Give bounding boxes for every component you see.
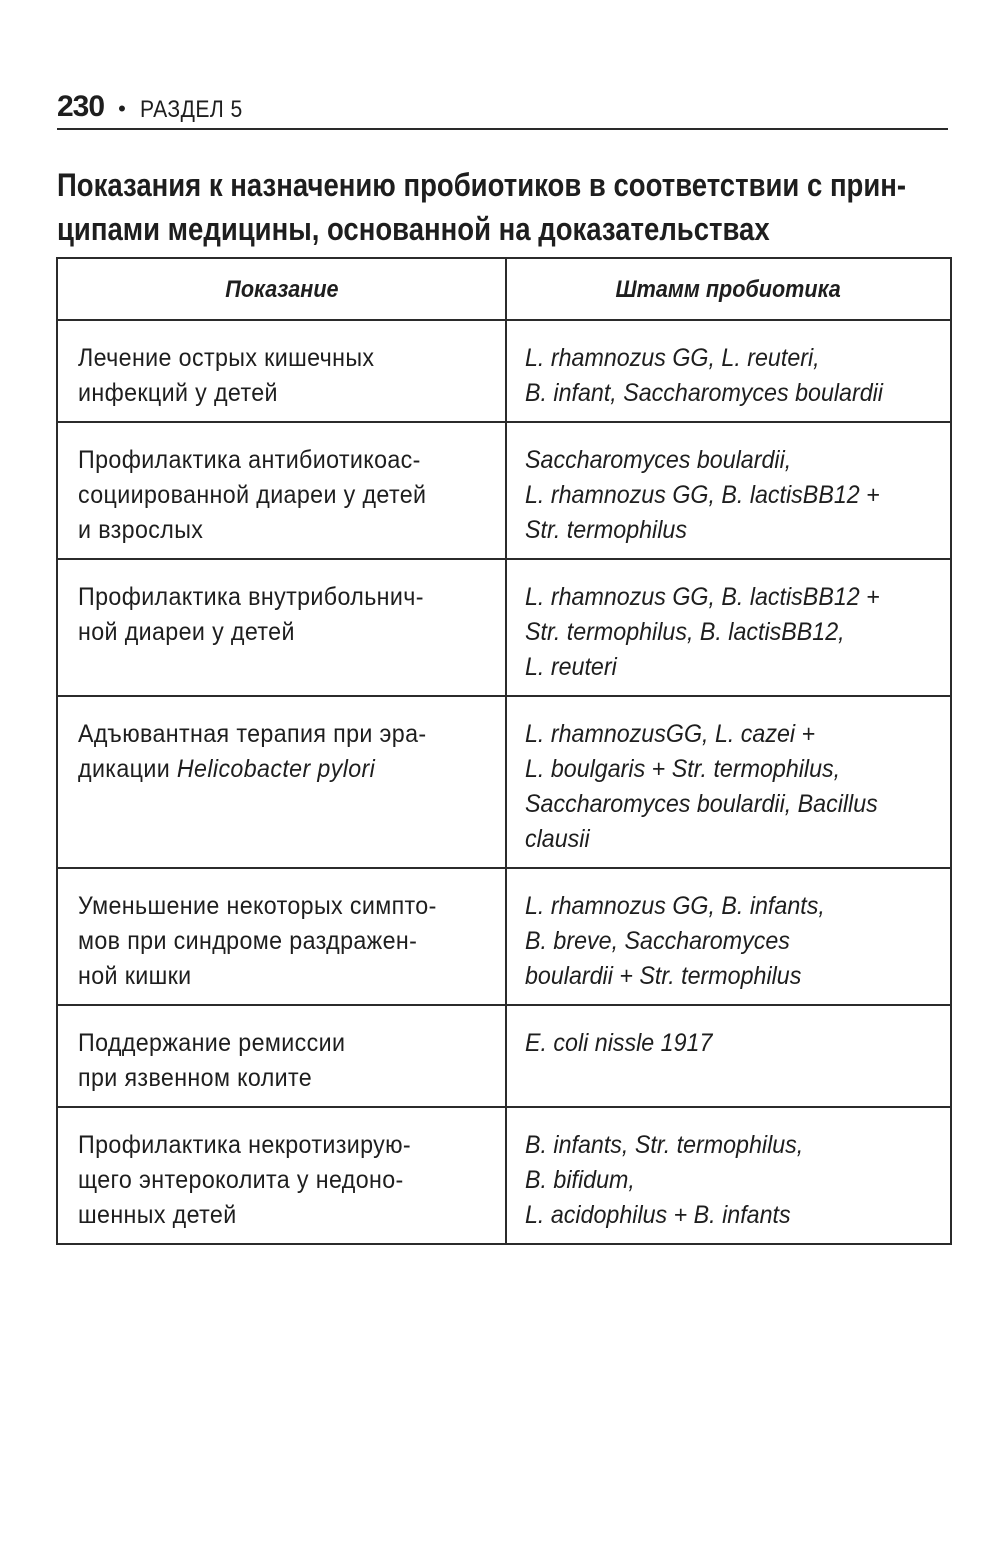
indication-line: Лечение острых кишечных [78, 344, 375, 372]
strain-cell [506, 559, 951, 696]
table-header-row [57, 258, 951, 320]
strain-line: E. coli nissle 1917 [525, 1029, 713, 1057]
column-header-indication: Показание [57, 258, 506, 320]
indication-line: инфекций у детей [78, 379, 278, 407]
table-row [57, 1107, 951, 1244]
indication-line: при язвенном колите [78, 1064, 313, 1092]
strain-line: Saccharomyces boulardii, [525, 446, 792, 474]
strain-line: B. bifidum, [525, 1166, 635, 1194]
table-row [57, 868, 951, 1005]
indication-line: Поддержание ремиссии [78, 1029, 346, 1057]
strain-line: boulardii + Str. termophilus [525, 962, 802, 990]
probiotics-table [56, 257, 952, 1245]
indication-line: Профилактика антибиотикоас- [78, 446, 421, 474]
strain-line: L. boulgaris + Str. termophilus, [525, 755, 841, 783]
strain-line: clausii [525, 825, 590, 853]
column-header-strain: Штамм пробиотика [506, 258, 951, 320]
strain-line: Saccharomyces boulardii, Bacillus [525, 790, 878, 818]
strain-cell [506, 320, 951, 422]
strain-line: L. rhamnozus GG, L. reuteri, [525, 344, 820, 372]
strain-cell [506, 696, 951, 868]
indication-cell [57, 320, 506, 422]
indication-cell [57, 1005, 506, 1107]
table-row [57, 559, 951, 696]
strain-line: L. reuteri [525, 653, 617, 681]
table-title-line: Показания к назначению пробиотиков в соответствии с прин- [57, 167, 907, 203]
strain-line: B. infant, Saccharomyces boulardii [525, 379, 883, 407]
table-row [57, 696, 951, 868]
strain-cell [506, 1107, 951, 1244]
strain-line: Str. termophilus, B. lactisBB12, [525, 618, 845, 646]
strain-cell [506, 422, 951, 559]
strain-line: B. infants, Str. termophilus, [525, 1131, 804, 1159]
table-title [57, 163, 907, 251]
indication-cell [57, 696, 506, 868]
table-row [57, 320, 951, 422]
strain-cell [506, 868, 951, 1005]
indication-line: мов при синдроме раздражен- [78, 927, 418, 955]
table-title-line: ципами медицины, основанной на доказательствах [57, 211, 770, 247]
indication-cell [57, 422, 506, 559]
strain-line: L. acidophilus + B. infants [525, 1201, 791, 1229]
running-header [57, 86, 948, 130]
strain-line: L. rhamnozus GG, B. lactisBB12 + [525, 481, 880, 509]
strain-line: L. rhamnozus GG, B. infants, [525, 892, 825, 920]
indication-cell [57, 868, 506, 1005]
indication-italic-text: Helicobacter pylori [176, 755, 376, 783]
strain-line: Str. termophilus [525, 516, 687, 544]
indication-text: дикации [78, 755, 177, 783]
strain-line: B. breve, Saccharomyces [525, 927, 790, 955]
indication-line: ной кишки [78, 962, 192, 990]
table-row [57, 422, 951, 559]
strain-cell [506, 1005, 951, 1107]
strain-line: L. rhamnozusGG, L. cazei + [525, 720, 816, 748]
indication-line: щего энтероколита у недоно- [78, 1166, 404, 1194]
indication-line: шенных детей [78, 1201, 237, 1229]
strain-line: L. rhamnozus GG, B. lactisBB12 + [525, 583, 880, 611]
page-number: 230 [57, 90, 105, 123]
table-row [57, 1005, 951, 1107]
indication-line: социированной диареи у детей [78, 481, 427, 509]
indication-line: Адъювантная терапия при эра- [78, 720, 427, 748]
indication-line [78, 752, 466, 787]
section-label: РАЗДЕЛ 5 [139, 95, 243, 123]
indication-line: Профилактика внутрибольнич- [78, 583, 424, 611]
indication-cell [57, 559, 506, 696]
indication-line: ной диареи у детей [78, 618, 295, 646]
indication-line: Уменьшение некоторых симпто- [78, 892, 437, 920]
indication-line: и взрослых [78, 516, 204, 544]
indication-cell [57, 1107, 506, 1244]
bullet-separator: • [118, 95, 126, 121]
indication-line: Профилактика некротизирую- [78, 1131, 412, 1159]
